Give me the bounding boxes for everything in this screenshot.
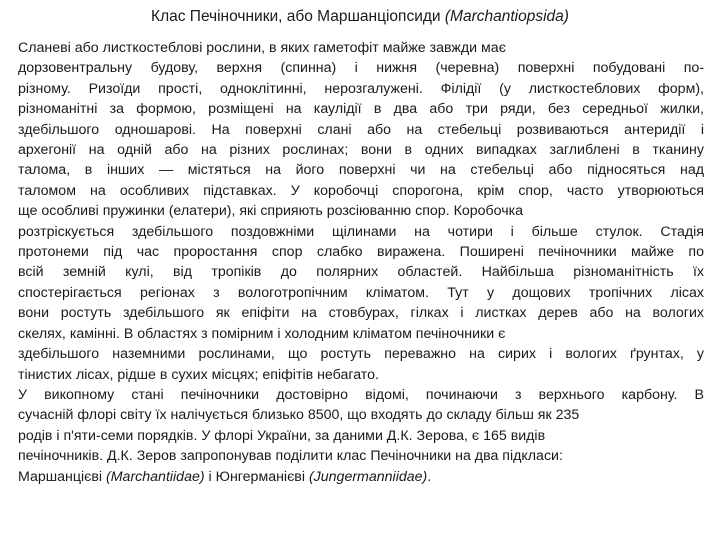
text-line: Сланеві або листкостеблові рослини, в яких гаметофіт майже завжди має bbox=[18, 40, 506, 56]
slide-title bbox=[0, 7, 720, 27]
text-line: розтріскується здебільшого поздовжніми щілинами на чотири і більше стулок. Стадія bbox=[18, 223, 704, 240]
text-line: дорзовентральну будову, верхня (спинна) і нижня (черевна) поверхні побудовані по- bbox=[18, 60, 704, 77]
last-line-part2: і Юнгерманієві bbox=[204, 468, 309, 485]
text-line: вони ростуть здебільшого як епіфіти на стовбурах, гілках і листках дерев або на вологих bbox=[18, 305, 704, 322]
subclass-jungermanniidae: (Jungermanniidae) bbox=[308, 468, 428, 485]
text-line: У викопному стані печіночники достовірно відомі, починаючи з верхнього карбону. В bbox=[18, 386, 704, 403]
text-line: тінистих лісах, рідше в сухих місцях; епіфітів небагато. bbox=[18, 366, 379, 383]
text-line: таломом на особливих підставках. У коробочці спорогона, крім спор, часто утворюються bbox=[18, 182, 704, 199]
text-line: ще особливі пружинки (елатери), які сприяють розсіюванню спор. Коробочка bbox=[18, 203, 524, 220]
title-latin: (Marchantiopsida) bbox=[444, 8, 569, 25]
text-line-last bbox=[18, 467, 704, 487]
text-line: сучасній флорі світу їх налічується близько 8500, що входять до складу більш як 235 bbox=[18, 407, 580, 424]
body-paragraph bbox=[18, 38, 704, 487]
text-line: різноманітні за формою, розміщені на каулідії в два або три ряди, без середньої жилки, bbox=[18, 101, 704, 118]
text-line: архегонії на одній або на різних рослинах; вони в одних випадках заглиблені в тканину bbox=[18, 142, 704, 159]
text-line: родів і п'яти-семи порядків. У флорі України, за даними Д.К. Зерова, є 165 видів bbox=[18, 427, 546, 444]
subclass-marchantiidae: (Marchantiidae) bbox=[106, 468, 205, 485]
text-line: спостерігається регіонах з вологотропічним кліматом. Тут у дощових тропічних лісах bbox=[18, 284, 704, 301]
last-line-part3: . bbox=[427, 468, 432, 485]
text-line: здебільшого наземними рослинами, що ростуть переважно на сирих і вологих ґрунтах, у bbox=[18, 346, 704, 363]
text-line: протонеми під час проростання спор слабко виражена. Поширені печіночники майже по bbox=[18, 244, 704, 261]
text-line: талома, в інших — містяться на його поверхні чи на стебельці або підносяться над bbox=[18, 162, 704, 179]
text-line: печіночників. Д.К. Зеров запропонував поділити клас Печіночники на два підкласи: bbox=[18, 448, 563, 465]
text-line: всій земній кулі, від тропіків до полярних областей. Найбільша різноманітність їх bbox=[18, 264, 704, 281]
text-line: різному. Ризоїди прості, одноклітинні, нерозгалужені. Філідії (у листкостеблових форм), bbox=[18, 80, 704, 97]
text-line: здебільшого одношарові. На поверхні слані або на стебельці розвиваються антеридії і bbox=[18, 121, 704, 138]
last-line-part1: Маршанцієві bbox=[18, 468, 107, 485]
text-line: скелях, камінні. В областях з помірним і холодним кліматом печіночники є bbox=[18, 325, 506, 342]
title-main: Клас Печіночники, або Маршанціопсиди bbox=[151, 8, 445, 25]
